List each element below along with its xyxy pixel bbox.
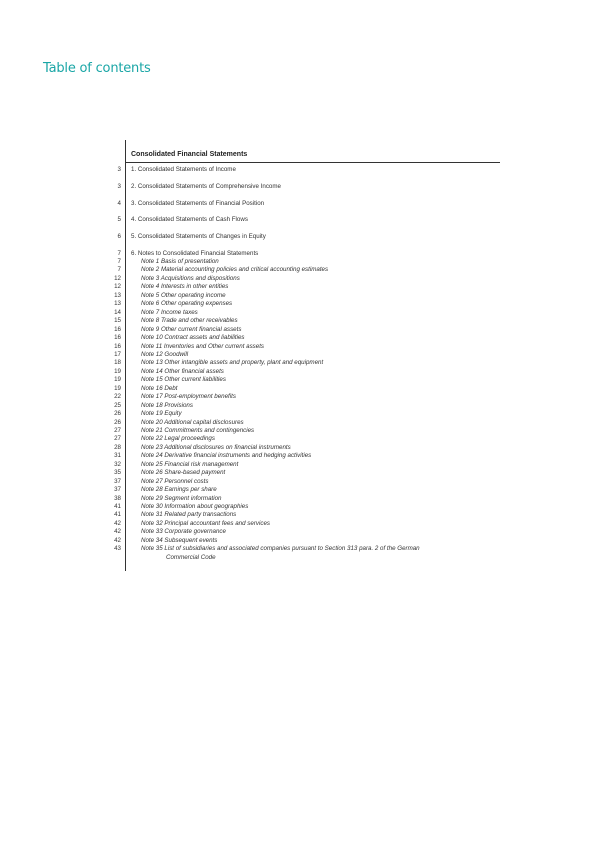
toc-page-number: 12 bbox=[114, 275, 121, 282]
toc-entry-label: 1. Consolidated Statements of Income bbox=[131, 166, 236, 173]
toc-page-number: 28 bbox=[114, 444, 121, 451]
toc-entry[interactable] bbox=[0, 510, 500, 519]
horizontal-divider bbox=[125, 162, 500, 163]
toc-entry[interactable] bbox=[0, 485, 500, 494]
toc-entry-label: Note 25 Financial risk management bbox=[141, 461, 239, 468]
toc-page-number: 19 bbox=[114, 376, 121, 383]
toc-entry-label: Note 17 Post-employment benefits bbox=[141, 393, 236, 400]
toc-entry[interactable] bbox=[0, 165, 500, 174]
toc-entry-label: Note 28 Earnings per share bbox=[141, 486, 217, 493]
toc-entry-label: Note 7 Income taxes bbox=[141, 309, 198, 316]
toc-page-number: 3 bbox=[117, 166, 121, 173]
toc-entry-label: Note 14 Other financial assets bbox=[141, 368, 224, 375]
toc-entry-label: Note 32 Principal accountant fees and services bbox=[141, 520, 270, 527]
toc-entry-label: Note 20 Additional capital disclosures bbox=[141, 419, 244, 426]
toc-entry-label: Note 4 Interests in other entities bbox=[141, 283, 229, 290]
toc-entry-label: Note 8 Trade and other receivables bbox=[141, 317, 238, 324]
toc-page-number: 25 bbox=[114, 402, 121, 409]
toc-entry-label: Note 16 Debt bbox=[141, 385, 178, 392]
toc-page-number: 19 bbox=[114, 368, 121, 375]
toc-page-number: 13 bbox=[114, 300, 121, 307]
toc-entry[interactable] bbox=[0, 544, 500, 561]
toc-entry-label: Note 11 Inventories and Other current assets bbox=[141, 343, 265, 350]
toc-entry[interactable] bbox=[0, 199, 500, 208]
toc-entry-label: Note 6 Other operating expenses bbox=[141, 300, 233, 307]
toc-entry[interactable] bbox=[0, 265, 500, 274]
toc-entry-label: Note 3 Acquisitions and dispositions bbox=[141, 275, 240, 282]
toc-entry[interactable] bbox=[0, 392, 500, 401]
toc-entry-label: Note 19 Equity bbox=[141, 410, 182, 417]
toc-entry-label: Note 13 Other intangible assets and property, plant and equipment bbox=[141, 359, 324, 366]
toc-entry-label: 6. Notes to Consolidated Financial Statements bbox=[131, 250, 259, 257]
toc-entry-label: Note 26 Share-based payment bbox=[141, 469, 226, 476]
toc-page-number: 3 bbox=[117, 183, 121, 190]
toc-page-number: 41 bbox=[114, 503, 121, 510]
toc-page-number: 19 bbox=[114, 385, 121, 392]
toc-entry-label: Note 35 List of subsidiaries and associated companies pursuant to Section 313 para. 2 of the German bbox=[141, 545, 420, 552]
toc-page-number: 17 bbox=[114, 351, 121, 358]
toc-page-number: 35 bbox=[114, 469, 121, 476]
toc-entry-label: 3. Consolidated Statements of Financial Position bbox=[131, 200, 265, 207]
toc-entry-label: Note 21 Commitments and contingencies bbox=[141, 427, 255, 434]
toc-entry[interactable] bbox=[0, 299, 500, 308]
toc-page-number: 27 bbox=[114, 427, 121, 434]
toc-page-number: 13 bbox=[114, 292, 121, 299]
toc-page-number: 38 bbox=[114, 495, 121, 502]
toc-entry[interactable] bbox=[0, 232, 500, 241]
toc-page-number: 7 bbox=[117, 250, 121, 257]
toc-page-number: 22 bbox=[114, 393, 121, 400]
toc-entry-label: Note 1 Basis of presentation bbox=[141, 258, 219, 265]
toc-entry[interactable] bbox=[0, 434, 500, 443]
toc-page-number: 14 bbox=[114, 309, 121, 316]
toc-entry[interactable] bbox=[0, 468, 500, 477]
toc-entry[interactable] bbox=[0, 333, 500, 342]
toc-page-number: 16 bbox=[114, 326, 121, 333]
toc-entry[interactable] bbox=[0, 358, 500, 367]
toc-entry[interactable] bbox=[0, 375, 500, 384]
page-title: Table of contents bbox=[43, 61, 151, 76]
toc-page-number: 15 bbox=[114, 317, 121, 324]
toc-entry-label: Note 10 Contract assets and liabilities bbox=[141, 334, 245, 341]
toc-page-number: 42 bbox=[114, 528, 121, 535]
toc-entry-label: Note 15 Other current liabilities bbox=[141, 376, 226, 383]
toc-entry-label: Note 2 Material accounting policies and critical accounting estimates bbox=[141, 266, 329, 273]
toc-entry[interactable] bbox=[0, 527, 500, 536]
toc-page-number: 26 bbox=[114, 410, 121, 417]
toc-entry-label-continuation: Commercial Code bbox=[166, 554, 216, 561]
toc-entry-label: Note 24 Derivative financial instruments and hedging activities bbox=[141, 452, 312, 459]
toc-entry-label: Note 23 Additional disclosures on financial instruments bbox=[141, 444, 291, 451]
toc-page-number: 32 bbox=[114, 461, 121, 468]
toc-page-number: 18 bbox=[114, 359, 121, 366]
toc-page-number: 5 bbox=[117, 216, 121, 223]
toc-entry-label: Note 18 Provisions bbox=[141, 402, 193, 409]
toc-page-number: 16 bbox=[114, 334, 121, 341]
toc-entry-label: Note 33 Corporate governance bbox=[141, 528, 226, 535]
section-heading: Consolidated Financial Statements bbox=[131, 151, 248, 158]
toc-entry-label: Note 30 Information about geographies bbox=[141, 503, 249, 510]
toc-page-number: 12 bbox=[114, 283, 121, 290]
toc-entry[interactable] bbox=[0, 409, 500, 418]
toc-entry-label: Note 31 Related party transactions bbox=[141, 511, 237, 518]
toc-entry[interactable] bbox=[0, 451, 500, 460]
toc-entry-label: Note 27 Personnel costs bbox=[141, 478, 209, 485]
toc-entry[interactable] bbox=[0, 282, 500, 291]
toc-entry-label: 4. Consolidated Statements of Cash Flows bbox=[131, 216, 248, 223]
toc-entry-label: 2. Consolidated Statements of Comprehensive Income bbox=[131, 183, 281, 190]
toc-page-number: 41 bbox=[114, 511, 121, 518]
toc-page-number: 4 bbox=[117, 200, 121, 207]
toc-entry-label: Note 5 Other operating income bbox=[141, 292, 226, 299]
toc-entry[interactable] bbox=[0, 182, 500, 191]
toc-page-number: 42 bbox=[114, 537, 121, 544]
toc-entry[interactable] bbox=[0, 215, 500, 224]
toc-entry-label: Note 12 Goodwill bbox=[141, 351, 189, 358]
toc-page-number: 37 bbox=[114, 478, 121, 485]
toc-page-number: 27 bbox=[114, 435, 121, 442]
toc-page-number: 43 bbox=[114, 545, 121, 552]
toc-page-number: 37 bbox=[114, 486, 121, 493]
toc-entry-label: Note 29 Segment information bbox=[141, 495, 222, 502]
toc-page-number: 6 bbox=[117, 233, 121, 240]
toc-entry-label: Note 34 Subsequent events bbox=[141, 537, 218, 544]
toc-page-number: 16 bbox=[114, 343, 121, 350]
toc-entry-label: Note 22 Legal proceedings bbox=[141, 435, 215, 442]
toc-entry-label: Note 9 Other current financial assets bbox=[141, 326, 242, 333]
toc-page-number: 7 bbox=[117, 266, 121, 273]
toc-page-number: 42 bbox=[114, 520, 121, 527]
toc-page-number: 31 bbox=[114, 452, 121, 459]
toc-page-number: 7 bbox=[117, 258, 121, 265]
toc-entry-label: 5. Consolidated Statements of Changes in Equity bbox=[131, 233, 266, 240]
toc-page-number: 26 bbox=[114, 419, 121, 426]
toc-entry[interactable] bbox=[0, 316, 500, 325]
